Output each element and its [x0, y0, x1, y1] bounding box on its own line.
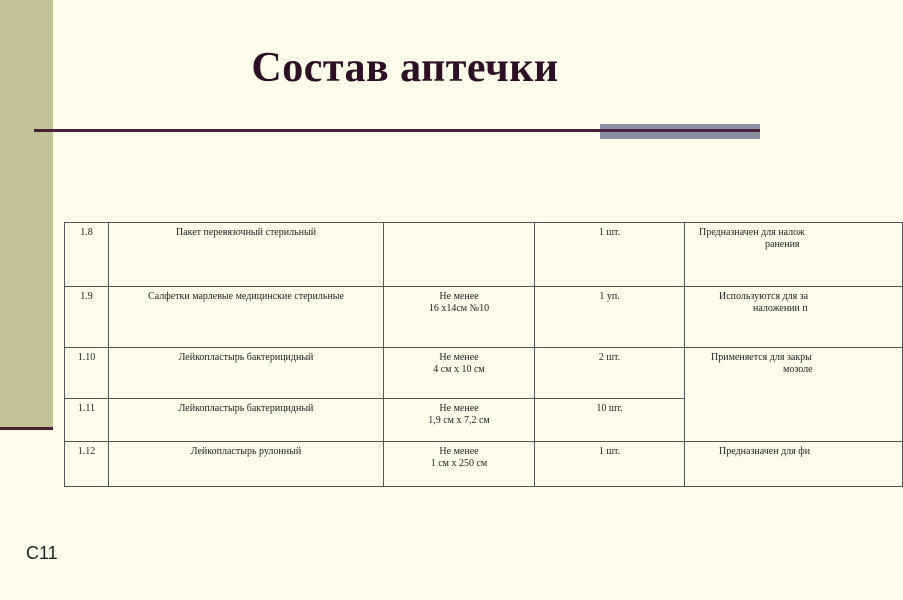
table-row — [65, 223, 903, 287]
item-purpose: Используются для за наложении п — [685, 287, 903, 348]
item-size — [384, 223, 535, 287]
item-name: Пакет перевязочный стерильный — [109, 223, 384, 287]
item-purpose — [685, 399, 903, 442]
first-aid-kit-table — [64, 222, 903, 487]
table-container — [64, 222, 813, 490]
slide-code: С11 — [26, 543, 58, 563]
item-name: Салфетки марлевые медицинские стерильные — [109, 287, 384, 348]
row-number: 1.9 — [65, 287, 109, 348]
item-name: Лейкопластырь бактерицидный — [109, 399, 384, 442]
item-purpose: Предназначен для налож ранения — [685, 223, 903, 287]
item-purpose: Применяется для закры мозоле — [685, 348, 903, 399]
item-size: Не менее 16 х14см №10 — [384, 287, 535, 348]
row-number: 1.11 — [65, 399, 109, 442]
item-name: Лейкопластырь рулонный — [109, 442, 384, 487]
row-number: 1.8 — [65, 223, 109, 287]
item-quantity: 1 шт. — [535, 223, 685, 287]
item-purpose: Предназначен для фи — [685, 442, 903, 487]
table-row — [65, 348, 903, 399]
item-size: Не менее 1 см х 250 см — [384, 442, 535, 487]
item-name: Лейкопластырь бактерицидный — [109, 348, 384, 399]
title-divider-right — [600, 129, 760, 132]
table-row — [65, 287, 903, 348]
row-number: 1.12 — [65, 442, 109, 487]
table-row — [65, 442, 903, 487]
item-quantity: 2 шт. — [535, 348, 685, 399]
row-number: 1.10 — [65, 348, 109, 399]
item-size: Не менее 1,9 см х 7,2 см — [384, 399, 535, 442]
sidebar-divider — [0, 427, 53, 430]
item-size: Не менее 4 см х 10 см — [384, 348, 535, 399]
slide-title: Состав аптечки — [251, 45, 559, 91]
item-quantity: 1 шт. — [535, 442, 685, 487]
table-row — [65, 399, 903, 442]
item-quantity: 10 шт. — [535, 399, 685, 442]
item-quantity: 1 уп. — [535, 287, 685, 348]
title-divider — [34, 129, 600, 132]
